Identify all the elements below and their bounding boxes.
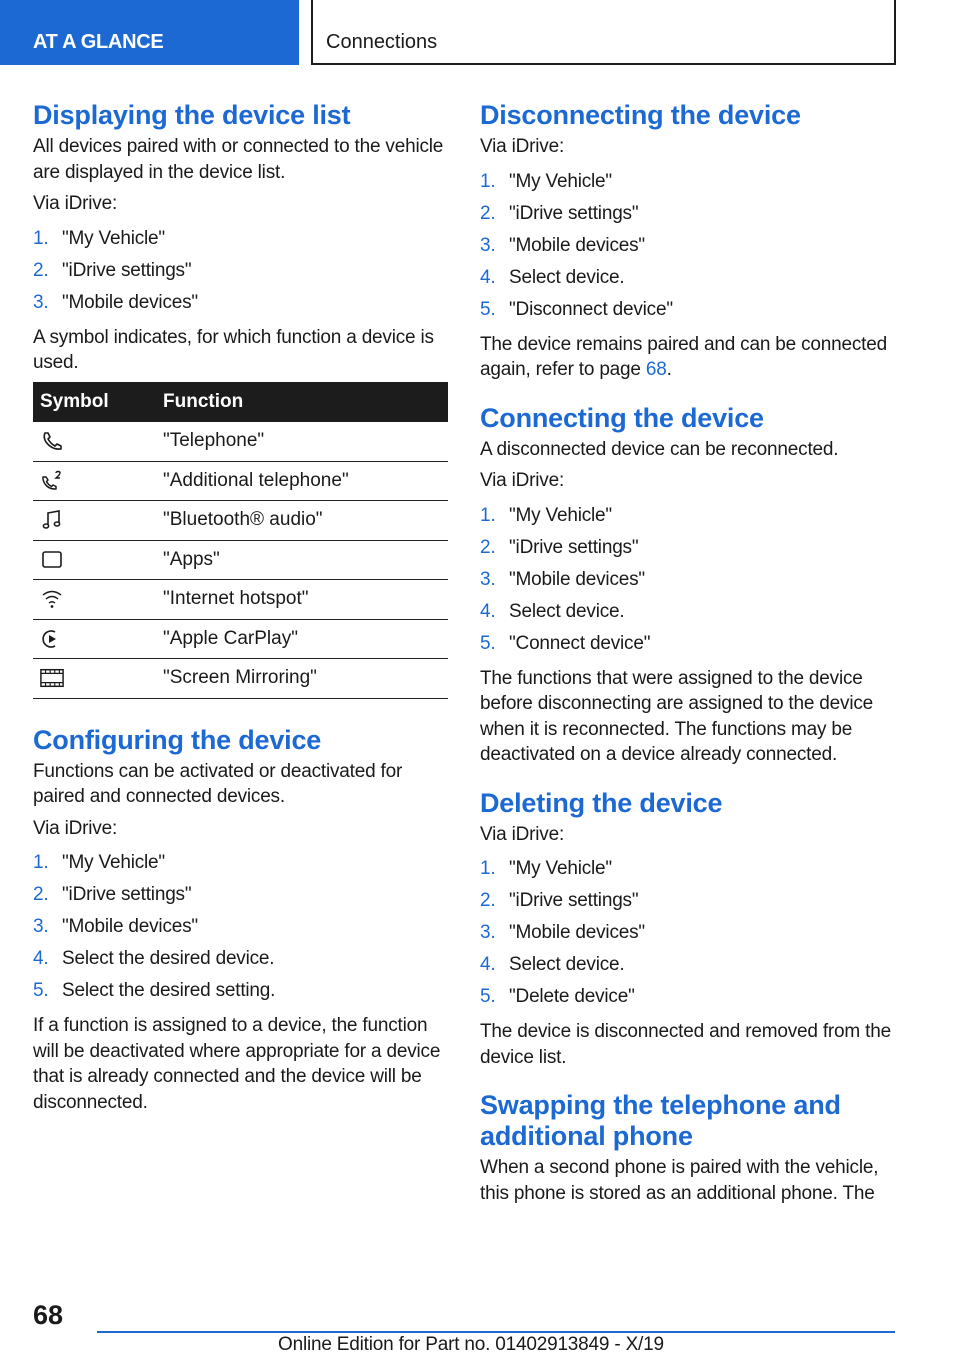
table-row	[33, 501, 448, 541]
table-header-row	[33, 382, 448, 422]
step-text: Select the desired setting.	[62, 980, 276, 1001]
symbol-table	[33, 382, 448, 699]
apps-icon	[40, 549, 64, 571]
step-text: "My Vehicle"	[509, 170, 612, 192]
chapter-label: Connections	[326, 31, 438, 53]
paragraph: The device is disconnected and removed from the device list.	[480, 1021, 891, 1068]
symbol-cell	[33, 540, 157, 580]
step-text: "Connect device"	[509, 632, 651, 654]
bluetooth-audio-icon	[40, 509, 64, 531]
function-cell: "Apps"	[157, 540, 448, 580]
screen-mirroring-icon	[40, 667, 64, 689]
heading-device-list: Displaying the device list	[33, 100, 351, 130]
step-number: 1.	[480, 858, 496, 879]
step-number: 1.	[480, 504, 496, 526]
section-connecting	[480, 403, 895, 768]
step-number: 1.	[33, 852, 49, 873]
via-label: Via iDrive:	[33, 817, 118, 839]
step-text: "My Vehicle"	[62, 227, 165, 249]
step-item	[480, 981, 895, 1013]
step-item	[33, 879, 448, 911]
paragraph-end: .	[666, 359, 672, 380]
paragraph: All devices paired with or connected to the vehicle are displayed in the device list.	[33, 136, 444, 183]
function-cell: "Bluetooth® audio"	[157, 501, 448, 541]
table-row	[33, 580, 448, 620]
step-text: "iDrive settings"	[62, 259, 192, 281]
paragraph: Functions can be activated or deactivated for paired and connected devices.	[33, 760, 403, 807]
paragraph: The functions that were assigned to the device before disconnecting are assigned to the device when it is reconnected. The functions may be deactivated on a device already connected.	[480, 667, 874, 765]
paragraph: A disconnected device can be reconnected.	[480, 438, 839, 460]
chapter-tab	[311, 0, 896, 65]
step-item	[480, 596, 895, 628]
step-text: "My Vehicle"	[509, 858, 612, 879]
step-list	[33, 847, 448, 1007]
step-item	[480, 500, 895, 532]
step-item	[480, 949, 895, 981]
step-number: 3.	[480, 922, 496, 943]
table-row	[33, 659, 448, 699]
heading-configuring: Configuring the device	[33, 724, 322, 755]
step-text: "iDrive settings"	[509, 536, 639, 558]
column-header-symbol: Symbol	[33, 382, 157, 422]
step-list	[480, 500, 895, 660]
page-reference-link[interactable]: 68	[645, 359, 667, 380]
step-text: "Mobile devices"	[509, 568, 645, 590]
section-label: AT A GLANCE	[33, 31, 164, 53]
step-item	[480, 230, 895, 262]
step-item	[33, 255, 448, 287]
step-number: 4.	[480, 266, 496, 288]
step-item	[480, 532, 895, 564]
step-text: "Mobile devices"	[509, 922, 645, 943]
step-item	[480, 628, 895, 660]
paragraph	[480, 332, 895, 383]
step-text: "Mobile devices"	[509, 234, 645, 256]
function-cell: "Telephone"	[157, 422, 448, 462]
section-device-list	[33, 100, 448, 699]
step-item	[33, 975, 448, 1007]
step-number: 2.	[33, 884, 49, 905]
heading-swapping: Swapping the telephone and additional phone	[480, 1090, 841, 1151]
step-item	[480, 917, 895, 949]
step-number: 5.	[480, 298, 496, 320]
via-label: Via iDrive:	[33, 193, 118, 214]
table-row	[33, 619, 448, 659]
section-deleting	[480, 788, 895, 1071]
step-item	[33, 943, 448, 975]
step-text: "Delete device"	[509, 986, 635, 1007]
step-item	[480, 166, 895, 198]
step-text: "Mobile devices"	[62, 291, 198, 313]
step-number: 2.	[480, 890, 496, 911]
step-number: 4.	[480, 954, 496, 975]
step-item	[480, 853, 895, 885]
step-number: 3.	[33, 291, 49, 313]
paragraph: If a function is assigned to a device, the function will be deactivated where appropriate for a device that is already connected and the device will be disconnected.	[33, 1015, 441, 1113]
paragraph-text: The device remains paired and can be connected again, refer to page	[480, 333, 887, 380]
step-number: 1.	[33, 227, 49, 249]
function-cell: "Apple CarPlay"	[157, 619, 448, 659]
step-item	[33, 911, 448, 943]
heading-connecting: Connecting the device	[480, 402, 764, 433]
column-header-function: Function	[157, 382, 448, 422]
table-row	[33, 540, 448, 580]
symbol-cell	[33, 659, 157, 699]
step-text: "My Vehicle"	[509, 504, 612, 526]
step-list	[33, 223, 448, 319]
footer-divider	[97, 1331, 895, 1333]
symbol-cell	[33, 461, 157, 501]
right-column	[480, 100, 895, 1220]
left-column	[33, 100, 448, 1129]
step-item	[33, 847, 448, 879]
step-text: Select device.	[509, 266, 625, 288]
heading-deleting: Deleting the device	[480, 787, 723, 818]
telephone-icon	[40, 430, 64, 452]
step-item	[33, 287, 448, 319]
step-item	[480, 294, 895, 326]
step-number: 2.	[480, 202, 496, 224]
paragraph: When a second phone is paired with the vehicle, this phone is stored as an additional phone. The	[480, 1157, 879, 1204]
step-number: 3.	[480, 568, 496, 590]
step-number: 2.	[33, 259, 49, 281]
step-number: 5.	[480, 986, 496, 1007]
heading-disconnecting: Disconnecting the device	[480, 100, 801, 130]
symbol-cell	[33, 580, 157, 620]
symbol-cell	[33, 501, 157, 541]
via-label: Via iDrive:	[480, 136, 565, 157]
step-number: 5.	[480, 632, 496, 654]
additional-telephone-icon	[40, 470, 64, 492]
step-item	[480, 564, 895, 596]
symbol-cell	[33, 422, 157, 462]
function-cell: "Internet hotspot"	[157, 580, 448, 620]
step-item	[480, 262, 895, 294]
via-label: Via iDrive:	[480, 470, 565, 491]
paragraph: A symbol indicates, for which function a device is used.	[33, 326, 434, 373]
step-text: Select the desired device.	[62, 948, 275, 969]
step-number: 5.	[33, 980, 49, 1001]
function-cell: "Screen Mirroring"	[157, 659, 448, 699]
step-number: 3.	[480, 234, 496, 256]
step-text: "Disconnect device"	[509, 298, 673, 320]
step-text: "iDrive settings"	[509, 202, 639, 224]
step-text: "iDrive settings"	[509, 890, 639, 911]
section-swapping	[480, 1090, 895, 1206]
step-text: Select device.	[509, 600, 625, 622]
step-item	[480, 885, 895, 917]
step-list	[480, 166, 895, 326]
page-number: 68	[33, 1300, 64, 1330]
step-number: 3.	[33, 916, 49, 937]
step-list	[480, 853, 895, 1013]
step-number: 1.	[480, 170, 496, 192]
step-text: Select device.	[509, 954, 625, 975]
section-configuring	[33, 725, 448, 1116]
step-item	[480, 198, 895, 230]
via-label: Via iDrive:	[480, 823, 565, 845]
section-tab	[0, 0, 299, 65]
internet-hotspot-icon	[40, 588, 64, 610]
symbol-cell	[33, 619, 157, 659]
step-item	[33, 223, 448, 255]
table-row	[33, 461, 448, 501]
section-disconnecting	[480, 100, 895, 383]
apple-carplay-icon	[40, 628, 64, 650]
step-number: 4.	[33, 948, 49, 969]
edition-text: Online Edition for Part no. 01402913849 - X/19	[278, 1334, 664, 1355]
step-text: "iDrive settings"	[62, 884, 192, 905]
function-cell: "Additional telephone"	[157, 461, 448, 501]
step-text: "Mobile devices"	[62, 916, 198, 937]
step-number: 2.	[480, 536, 496, 558]
step-number: 4.	[480, 600, 496, 622]
table-row	[33, 422, 448, 462]
step-text: "My Vehicle"	[62, 852, 165, 873]
